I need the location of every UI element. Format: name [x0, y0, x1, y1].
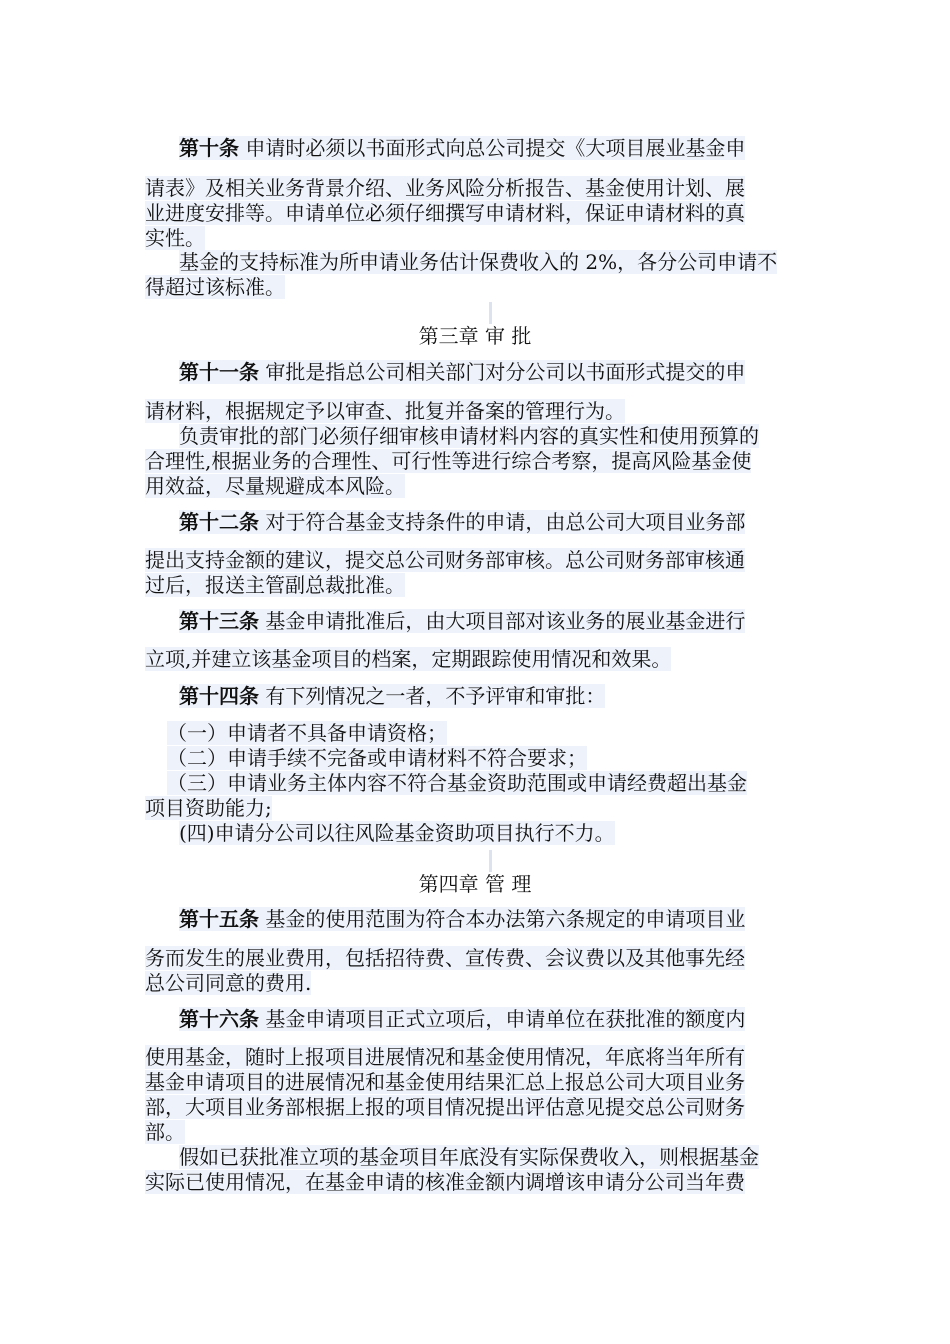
- article-label: 第十四条: [179, 684, 259, 708]
- paragraph-standard: [145, 250, 810, 300]
- section-marker: [489, 302, 492, 324]
- article-16-continued: [145, 1045, 810, 1145]
- text-line: 实际已使用情况，在基金申请的核准金额内调增该申请分公司当年费: [145, 1170, 745, 1194]
- text-line: 提出支持金额的建议，提交总公司财务部审核。总公司财务部审核通: [145, 548, 745, 572]
- article-14-list: [145, 721, 810, 846]
- chapter-3-heading: 第三章 审 批: [418, 324, 532, 348]
- article-text: 申请时必须以书面形式向总公司提交《大项目展业基金申: [245, 136, 746, 160]
- article-12-continued: [145, 548, 810, 598]
- article-11-continued: [145, 399, 810, 424]
- paragraph-review: [145, 424, 810, 499]
- text-line: 基金申请项目的进展情况和基金使用结果汇总上报总公司大项目业务: [145, 1070, 745, 1094]
- text-line: 务而发生的展业费用，包括招待费、宣传费、会议费以及其他事先经: [145, 946, 745, 970]
- list-item: 项目资助能力;: [145, 796, 272, 820]
- list-item: （二）申请手续不完备或申请材料不符合要求；: [167, 746, 587, 770]
- article-11: [145, 360, 810, 385]
- article-label: 第十六条: [179, 1007, 259, 1031]
- article-label: 第十五条: [179, 907, 259, 931]
- text-line: 总公司同意的费用.: [145, 971, 312, 995]
- article-text: 有下列情况之一者，不予评审和审批：: [265, 684, 606, 708]
- text-line: 假如已获批准立项的基金项目年底没有实际保费收入，则根据基金: [179, 1145, 759, 1169]
- chapter-4-heading: 第四章 管 理: [418, 872, 532, 896]
- text-line: 请表》及相关业务背景介绍、业务风险分析报告、基金使用计划、展: [145, 176, 745, 200]
- article-text: 基金申请批准后，由大项目部对该业务的展业基金进行: [265, 609, 746, 633]
- text-line: 使用基金，随时上报项目进展情况和基金使用情况，年底将当年所有: [145, 1045, 745, 1069]
- text-line: 得超过该标准。: [145, 275, 285, 299]
- text-line: 合理性,根据业务的合理性、可行性等进行综合考察，提高风险基金使: [145, 449, 752, 473]
- article-15: [145, 907, 810, 932]
- text-line: 用效益，尽量规避成本风险。: [145, 474, 405, 498]
- article-label: 第十三条: [179, 609, 259, 633]
- article-label: 第十一条: [179, 360, 259, 384]
- text-line: 业进度安排等。申请单位必须仔细撰写申请材料，保证申请材料的真: [145, 201, 745, 225]
- section-marker: [489, 850, 492, 872]
- article-13: [145, 609, 810, 634]
- list-item: (四)申请分公司以往风险基金资助项目执行不力。: [179, 821, 615, 845]
- text-line: 部，大项目业务部根据上报的项目情况提出评估意见提交总公司财务: [145, 1095, 745, 1119]
- article-label: 第十条: [179, 136, 239, 160]
- text-line: 部。: [145, 1120, 185, 1144]
- article-10-continued: [145, 176, 810, 251]
- article-15-continued: [145, 946, 810, 996]
- text-line: 立项,并建立该基金项目的档案，定期跟踪使用情况和效果。: [145, 647, 672, 671]
- text-line: 基金的支持标准为所申请业务估计保费收入的 2%，各分公司申请不: [179, 250, 778, 274]
- article-14: [145, 684, 810, 709]
- list-item: （三）申请业务主体内容不符合基金资助范围或申请经费超出基金: [167, 771, 747, 795]
- text-line: 过后，报送主管副总裁批准。: [145, 573, 405, 597]
- article-12: [145, 510, 810, 535]
- text-line: 实性。: [145, 226, 205, 250]
- article-text: 基金申请项目正式立项后，申请单位在获批准的额度内: [265, 1007, 746, 1031]
- article-10: [145, 136, 810, 161]
- article-13-continued: [145, 647, 810, 672]
- article-label: 第十二条: [179, 510, 259, 534]
- article-text: 对于符合基金支持条件的申请，由总公司大项目业务部: [265, 510, 746, 534]
- article-16: [145, 1007, 810, 1032]
- article-text: 基金的使用范围为符合本办法第六条规定的申请项目业: [265, 907, 746, 931]
- text-line: 负责审批的部门必须仔细审核申请材料内容的真实性和使用预算的: [179, 424, 759, 448]
- article-text: 审批是指总公司相关部门对分公司以书面形式提交的申: [265, 360, 746, 384]
- list-item: （一）申请者不具备申请资格；: [167, 721, 447, 745]
- paragraph-adjust: [145, 1145, 810, 1195]
- text-line: 请材料，根据规定予以审查、批复并备案的管理行为。: [145, 399, 625, 423]
